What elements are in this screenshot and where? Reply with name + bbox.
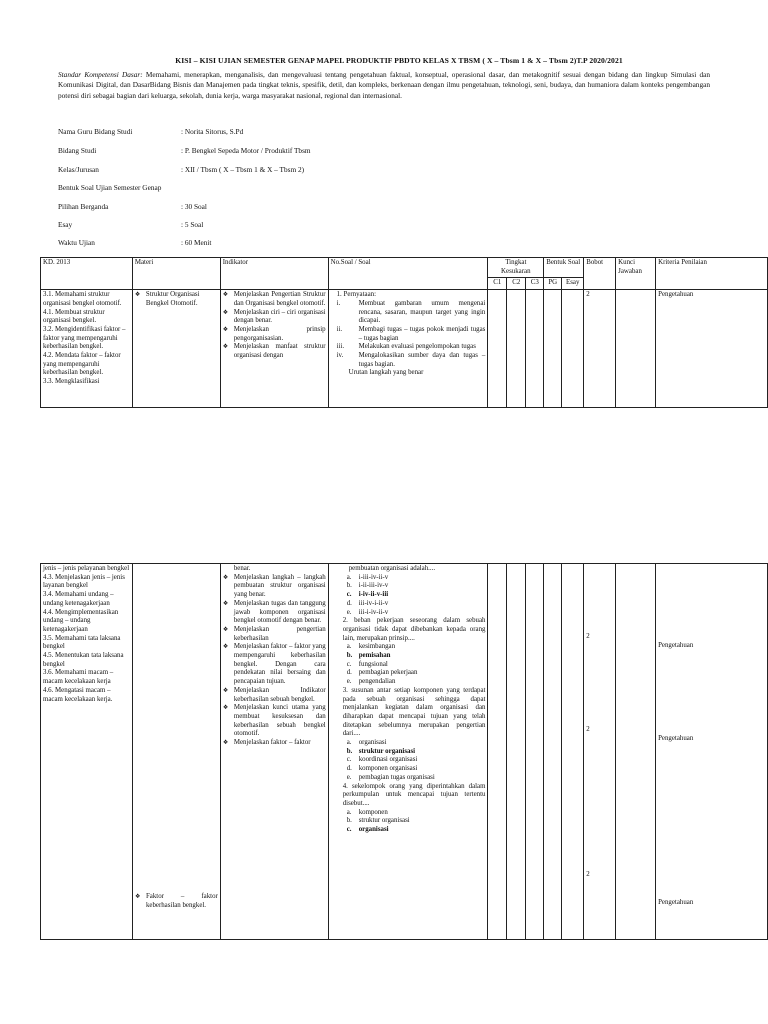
indikator-item: ❖ Menjelaskan ciri – ciri organisasi dengan benar. xyxy=(223,309,326,326)
header-pg: PG xyxy=(544,278,562,290)
c2-cell xyxy=(507,564,526,940)
statement-item: ii. Membagi tugas – tugas pokok menjadi tugas – tugas bagian xyxy=(336,325,486,342)
esay-cell xyxy=(562,564,584,940)
question-intro: 1. Pernyataan: xyxy=(336,291,377,299)
answer-option: b. struktur organisasi xyxy=(346,817,410,825)
c1-cell xyxy=(488,290,507,408)
indikator-item: ❖ Menjelaskan pengertian keberhasilan xyxy=(223,626,326,643)
indikator-item: ❖ Menjelaskan Pengertian Struktur dan Organisasi bengkel otomotif. xyxy=(223,291,326,308)
header-kriteria: Kriteria Penilaian xyxy=(656,258,768,290)
answer-option: e. iii-i-iv-ii-v xyxy=(346,608,389,616)
bobot-cell: 2 xyxy=(584,290,616,408)
statement-item: iv. Mengalokasikan sumber daya dan tugas – tugas bagian. xyxy=(336,352,486,368)
indikator-cell: benar. ❖ Menjelaskan langkah – langkah pembuatan struktur organisasi yang benar. ❖ Menjelaskan tugas dan tanggung jawab komponen organisasi bengkel otomotif dengan benar. ❖ Menjelaskan pengertian keberhasilan ❖ Menjelaskan faktor – faktor yang mempengaruhi keberhasilan bengkel. Dengan cara pendekatan nilai bersaing dan pencapaian tujuan. ❖ Menjelaskan Indikator keberhasilan sebuah bengkel. ❖ Menjelaskan kunci utama yang membuat kesuksesan dan keberhasilan sebuah bengkel otomotif. ❖ Menjelaskan faktor – faktor xyxy=(220,564,328,940)
pg-cell xyxy=(544,290,562,408)
answer-option-correct: b. struktur organisasi xyxy=(346,747,416,755)
kisi-table-page2 xyxy=(40,563,768,940)
statement-item: iii. Melakukan evaluasi pengelompokan tugas xyxy=(336,343,476,351)
answer-option: b. i-ii-iii-iv-v xyxy=(346,582,389,590)
c3-cell xyxy=(526,564,544,940)
header-bobot: Bobot xyxy=(584,258,616,290)
pg-cell xyxy=(544,564,562,940)
standar-kompetensi xyxy=(58,70,710,101)
kriteria-value: Pengetahuan xyxy=(658,642,694,649)
bobot-value: 2 xyxy=(586,633,590,640)
kriteria-cell: Pengetahuan xyxy=(656,290,768,408)
answer-option-correct: b. pemisahan xyxy=(346,652,391,660)
answer-option: d. iii-iv-i-ii-v xyxy=(346,599,389,607)
answer-option: c. fungsional xyxy=(346,660,388,668)
header-kunci: Kunci Jawaban xyxy=(616,258,656,290)
answer-option: a. i-iii-iv-ii-v xyxy=(346,573,389,581)
indikator-item: ❖ Menjelaskan manfaat struktur organisasi dengan xyxy=(223,343,326,360)
answer-option-correct: c. i-iv-ii-v-iii xyxy=(346,591,389,599)
table-row xyxy=(41,564,768,940)
question-2: 2. beban pekerjaan seseorang dalam sebuah organisasi tidak dapat dibebankan kepada orang lain, merupakan prinsip.... xyxy=(342,617,486,642)
table-row xyxy=(41,290,768,408)
soal-cell xyxy=(328,564,488,940)
header-c3: C3 xyxy=(526,278,544,290)
header-c2: C2 xyxy=(507,278,526,290)
indikator-item: ❖ Menjelaskan tugas dan tanggung jawab komponen organisasi bengkel otomotif dengan benar. xyxy=(223,600,326,626)
header-no-soal: No.Soal / Soal xyxy=(328,258,488,290)
kriteria-value: Pengetahuan xyxy=(658,734,694,742)
answer-option: e. pengendalian xyxy=(346,678,396,686)
answer-option: a. komponen xyxy=(346,808,388,816)
header-kd: KD. 2013 xyxy=(41,258,133,290)
answer-option-correct: c. organisasi xyxy=(346,826,389,834)
header-bentuk-soal: Bentuk Soal xyxy=(544,258,584,278)
soal-cell xyxy=(328,290,488,408)
c2-cell xyxy=(507,290,526,408)
answer-option: d. komponen organisasi xyxy=(346,765,418,773)
kd-cell: jenis – jenis pelayanan bengkel 4.3. Menjelaskan jenis – jenis layanan bengkel 3.4. Memahami undang – undang ketenagakerjaan 4.4. Mengimplementasikan undang – undang ketenagakerjaan 3.5. Memahami tata laksana bengkel 4.5. Menentukan tata laksana bengkel 3.6. Memahami macam – macam kecelakaan kerja 4.6. Mengatasi macam – macam kecelakaan kerja. xyxy=(41,564,133,940)
kunci-cell xyxy=(616,564,656,940)
indikator-cell xyxy=(220,290,328,408)
standar-kompetensi-text: Memahami, menerapkan, menganalisis, dan mengevaluasi tentang pengetahuan faktual, konseptual, operasional dasar, dan metakognitif sesuai dengan bidang dan lingkup Simulasi dan Komunikasi Digital, dan DasarBidang Bisnis dan Manajemen pada tingkat teknis, spesifik, detil, dan kompleks, berkenaan dengan ilmu pengetahuan, teknologi, seni, budaya, dan humaniora dalam konteks pengembangan potensi diri sebagai bagian dari keluarga, sekolah, dunia kerja, warga masyarakat nasional, regional dan internasional. xyxy=(58,70,710,100)
kunci-cell xyxy=(616,290,656,408)
indikator-item: ❖ Menjelaskan Indikator keberhasilan sebuah bengkel. xyxy=(223,687,326,704)
statement-item: i. Membuat gambaran umum mengenai rencana, sasaran, maupun target yang ingin dicapai. xyxy=(336,299,486,325)
header-indikator: Indikator xyxy=(220,258,328,290)
answer-option: a. kesimbangan xyxy=(346,643,396,651)
kd-cell: 3.1. Memahami struktur organisasi bengkel otomotif. 4.1. Membuat struktur organisasi bengkel. 3.2. Mengidentifikasi faktor – faktor yang mempengaruhi keberhasilan bengkel. 4.2. Mendata faktor – faktor yang mempengaruhi keberhasilan bengkel. 3.3. Mengklasifikasi xyxy=(41,290,133,408)
answer-option: e. pembagian tugas organisasi xyxy=(346,773,435,781)
header-c1: C1 xyxy=(488,278,507,290)
header-tingkat-kesukaran: Tingkat Kesukaran xyxy=(488,258,544,278)
document-title: KISI – KISI UJIAN SEMESTER GENAP MAPEL PRODUKTIF PBDTO KELAS X TBSM ( X – Tbsm 1 & X – Tbsm 2)T.P 2020/2021 xyxy=(175,56,623,65)
materi-cell xyxy=(132,564,220,940)
answer-option: a. organisasi xyxy=(346,739,387,747)
c1-cell xyxy=(488,564,507,940)
standar-kompetensi-label: Standar Kompetensi Dasar: xyxy=(58,70,143,79)
c3-cell xyxy=(526,290,544,408)
kriteria-value: Pengetahuan xyxy=(658,899,694,907)
header-materi: Materi xyxy=(132,258,220,290)
answer-option: d. pembagian pekerjaan xyxy=(346,669,418,677)
header-esay: Esay xyxy=(562,278,584,290)
indikator-item: ❖ Menjelaskan faktor – faktor yang mempengaruhi keberhasilan bengkel. Dengan cara pendekatan nilai bersaing dan pencapaian tujuan. xyxy=(223,643,326,687)
materi-cell xyxy=(132,290,220,408)
bobot-cell xyxy=(584,564,616,940)
kriteria-cell xyxy=(656,564,768,940)
kisi-table-page1 xyxy=(40,257,768,408)
materi-item: ❖ Faktor – faktor keberhasilan bengkel. xyxy=(135,893,218,910)
question-tail: Urutan langkah yang benar xyxy=(348,369,424,377)
answer-option: c. koordinasi organisasi xyxy=(346,756,418,764)
indikator-item: ❖ Menjelaskan faktor – faktor xyxy=(223,739,326,748)
bobot-value: 2 xyxy=(586,725,590,733)
question-4: 4. sekelompok orang yang diperintahkan dalam perkumpulan untuk mencapai tujuan tertentu disebut.... xyxy=(342,782,486,807)
indikator-item: ❖ Menjelaskan prinsip pengorganisasian. xyxy=(223,326,326,343)
bobot-value: 2 xyxy=(586,871,590,879)
question-continuation: pembuatan organisasi adalah.... xyxy=(348,565,436,572)
indikator-item: ❖ Menjelaskan kunci utama yang membuat kesuksesan dan keberhasilan sebuah bengkel otomotif. xyxy=(223,704,326,739)
esay-cell xyxy=(562,290,584,408)
question-3: 3. susunan antar setiap komponen yang terdapat pada sebuah organisasi sehingga dapat menjalankan kegiatan dalam organisasi dan diharapkan dapat mencapai tujuan yang telah ditetapkan sebelumnya merupakan pengertian dari.... xyxy=(342,686,486,738)
indikator-item: ❖ Menjelaskan langkah – langkah pembuatan struktur organisasi yang benar. xyxy=(223,574,326,600)
materi-item: ❖ Struktur Organisasi Bengkel Otomotif. xyxy=(135,291,218,308)
